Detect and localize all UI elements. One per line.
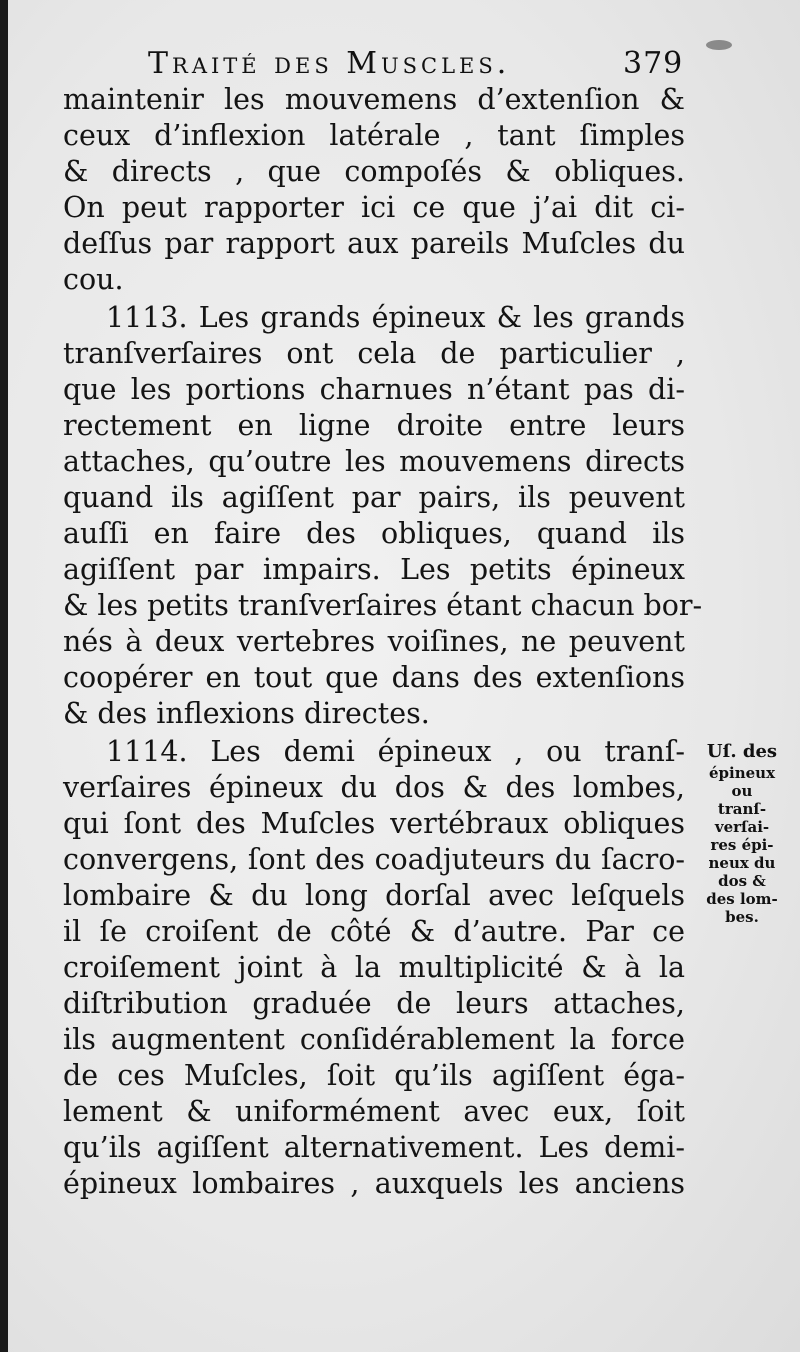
text-line: convergens, ſont des coadjuteurs du ſacro- [63, 843, 685, 876]
margin-note-line: Uſ. des [706, 741, 778, 762]
text-line: qu’ils agiſſent alternativement. Les demi- [63, 1131, 685, 1164]
text-line: qui ſont des Muſcles vertébraux obliques [63, 807, 685, 840]
text-line: attaches, qu’outre les mouvemens directs [63, 445, 685, 478]
text-line: lombaire & du long dorſal avec leſquels [63, 879, 685, 912]
text-line: il ſe croiſent de côté & d’autre. Par ce [63, 915, 685, 948]
text-line: nés à deux vertebres voiſines, ne peuvent [63, 625, 685, 658]
running-title: Traité des Muscles. [148, 46, 511, 81]
text-line: & les petits tranſverſaires étant chacun bor- [63, 589, 703, 622]
margin-note-line: dos & [718, 872, 766, 890]
text-line: croiſement joint à la multiplicité & à la [63, 951, 685, 984]
margin-note-line: épineux [708, 764, 776, 782]
margin-note-line: verſai- [714, 818, 770, 836]
text-line: tranſverſaires ont cela de particulier , [63, 337, 685, 370]
book-page [8, 0, 800, 1352]
text-line: quand ils agiſſent par pairs, ils peuvent [63, 481, 685, 514]
text-line: lement & uniformément avec eux, ſoit [63, 1095, 685, 1128]
text-line: On peut rapporter ici ce que j’ai dit ci- [63, 191, 685, 224]
text-line: verſaires épineux du dos & des lombes, [63, 771, 685, 804]
text-line: diſtribution graduée de leurs attaches, [63, 987, 685, 1020]
margin-note-line: res épi- [710, 836, 774, 854]
text-line: ils augmentent conſidérablement la force [63, 1023, 685, 1056]
text-line: ceux d’inflexion latérale , tant ſimples [63, 119, 685, 152]
text-line: 1114. Les demi épineux , ou tranſ- [106, 735, 685, 768]
text-line: agiſſent par impairs. Les petits épineux [63, 553, 685, 586]
text-line: de ces Muſcles, ſoit qu’ils agiſſent éga- [63, 1059, 685, 1092]
text-line: coopérer en tout que dans des extenſions [63, 661, 685, 694]
text-line: deſſus par rapport aux pareils Muſcles du [63, 227, 685, 260]
ink-smudge [706, 40, 732, 50]
margin-note-line: des lom- [706, 890, 778, 908]
text-line: épineux lombaires , auxquels les anciens [63, 1167, 685, 1200]
text-line: rectement en ligne droite entre leurs [63, 409, 685, 442]
margin-note-line: tranſ- [717, 800, 767, 818]
margin-note-line: bes. [725, 908, 759, 926]
page-number: 379 [623, 46, 684, 81]
text-line: maintenir les mouvemens d’extenſion & [63, 83, 685, 116]
text-line: 1113. Les grands épineux & les grands [106, 301, 685, 334]
margin-note-line: neux du [708, 854, 776, 872]
margin-note [692, 740, 792, 926]
text-line: & des inflexions directes. [63, 697, 430, 730]
running-head [148, 46, 688, 86]
text-line: cou. [63, 263, 124, 296]
text-line: auſſi en faire des obliques, quand ils [63, 517, 685, 550]
text-line: & directs , que compoſés & obliques. [63, 155, 685, 188]
text-line: que les portions charnues n’étant pas di- [63, 373, 685, 406]
margin-note-line: ou [731, 782, 753, 800]
